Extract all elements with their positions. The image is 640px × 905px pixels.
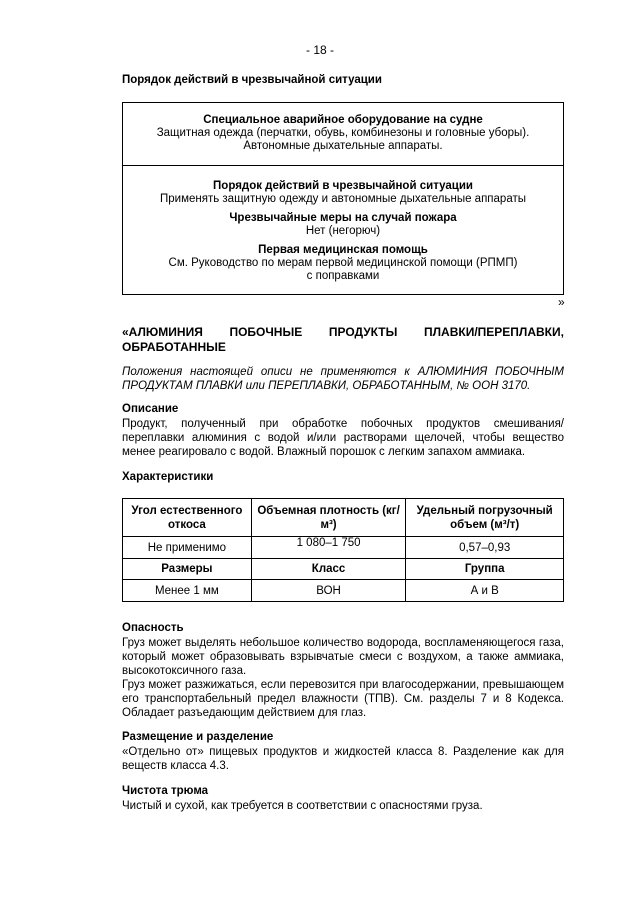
cargo-title xyxy=(122,325,564,355)
page-number: - 18 - xyxy=(305,43,334,57)
cargo-title-word: ПОБОЧНЫЕ xyxy=(229,325,303,339)
box-line-breathing: Автономные дыхательные аппараты. xyxy=(243,140,443,152)
cargo-title-word: «АЛЮМИНИЯ xyxy=(122,325,203,339)
table-row xyxy=(123,499,564,537)
table-cell: Менее 1 мм xyxy=(123,580,252,602)
closing-quote: » xyxy=(558,295,565,309)
box-divider xyxy=(123,165,563,166)
box-title-equipment: Специальное аварийное оборудование на судне xyxy=(203,114,483,126)
box-line-fire: Нет (негорюч) xyxy=(305,225,381,237)
table-cell: Не применимо xyxy=(123,537,252,559)
stowage-heading: Размещение и разделение xyxy=(122,731,274,743)
table-row xyxy=(123,559,564,580)
table-header-cell: Объемная плотность (кг/м³) xyxy=(251,499,406,537)
cargo-title-word: ПЛАВКИ/ПЕРЕПЛАВКИ, xyxy=(424,325,564,339)
table-cell: 0,57–0,93 xyxy=(406,537,564,559)
stowage-text: «Отдельно от» пищевых продуктов и жидкостей класса 8. Разделение как для веществ класса 4.3. xyxy=(122,746,564,772)
cargo-title-word: ОБРАБОТАННЫЕ xyxy=(122,340,226,354)
description-heading: Описание xyxy=(122,403,179,415)
section-heading-emergency: Порядок действий в чрезвычайной ситуации xyxy=(122,74,382,86)
emergency-procedures-block xyxy=(123,180,563,283)
table-cell: А и В xyxy=(406,580,564,602)
hazard-heading: Опасность xyxy=(122,622,184,634)
emergency-box xyxy=(122,102,564,295)
hazard-text-1: Груз может выделять небольшое количество водорода, воспламеняющегося газа, который может образовывать взрывчатые смеси с воздухом, а также аммиака, высокотоксичного газа. xyxy=(122,637,564,677)
box-title-first-aid: Первая медицинская помощь xyxy=(258,244,428,256)
emergency-equipment-block xyxy=(123,114,563,153)
hazard-text-2: Груз может разжижаться, если перевозится при влагосодержании, превышающем его транспортабельный предел влажности (ТПВ). См. разделы 7 и 8 Кодекса. Обладает разъедающим действием для глаз. xyxy=(122,679,564,719)
box-line-amendments: с поправками xyxy=(306,270,380,282)
box-line-procedures: Применять защитную одежду и автономные дыхательные аппараты xyxy=(159,193,526,205)
characteristics-heading: Характеристики xyxy=(122,471,214,483)
cargo-title-word: ПРОДУКТЫ xyxy=(328,325,398,339)
table-row xyxy=(123,580,564,602)
table-cell: ВОН xyxy=(251,580,406,602)
applicability-note: Положения настоящей описи не применяются к АЛЮМИНИЯ ПОБОЧНЫМ ПРОДУКТАМ ПЛАВКИ или ПЕРЕПЛАВКИ, ОБРАБОТАННЫМ, № ООН 3170. xyxy=(122,366,564,392)
table-header-cell: Класс xyxy=(251,559,406,580)
table-header-cell: Удельный погрузочный объем (м³/т) xyxy=(406,499,564,537)
table-header-cell: Угол естественного откоса xyxy=(123,499,252,537)
box-title-fire: Чрезвычайные меры на случай пожара xyxy=(229,212,457,224)
hold-text: Чистый и сухой, как требуется в соответствии с опасностями груза. xyxy=(122,800,483,812)
hold-heading: Чистота трюма xyxy=(122,785,209,797)
box-line-clothing: Защитная одежда (перчатки, обувь, комбинезоны и головные уборы). xyxy=(156,127,530,139)
table-cell: 1 080–1 750 xyxy=(251,537,406,559)
box-line-first-aid: См. Руководство по мерам первой медицинской помощи (РПМП) xyxy=(168,257,518,269)
box-title-procedures: Порядок действий в чрезвычайной ситуации xyxy=(213,180,473,192)
table-row xyxy=(123,537,564,559)
characteristics-table xyxy=(122,498,564,602)
table-header-cell: Группа xyxy=(406,559,564,580)
table-header-cell: Размеры xyxy=(123,559,252,580)
description-text: Продукт, полученный при обработке побочных продуктов смешивания/ переплавки алюминия с водой и/или растворами щелочей, чтобы вещество менее реагировало с водой. Влажный порошок с легким запахом аммиака. xyxy=(122,418,564,458)
